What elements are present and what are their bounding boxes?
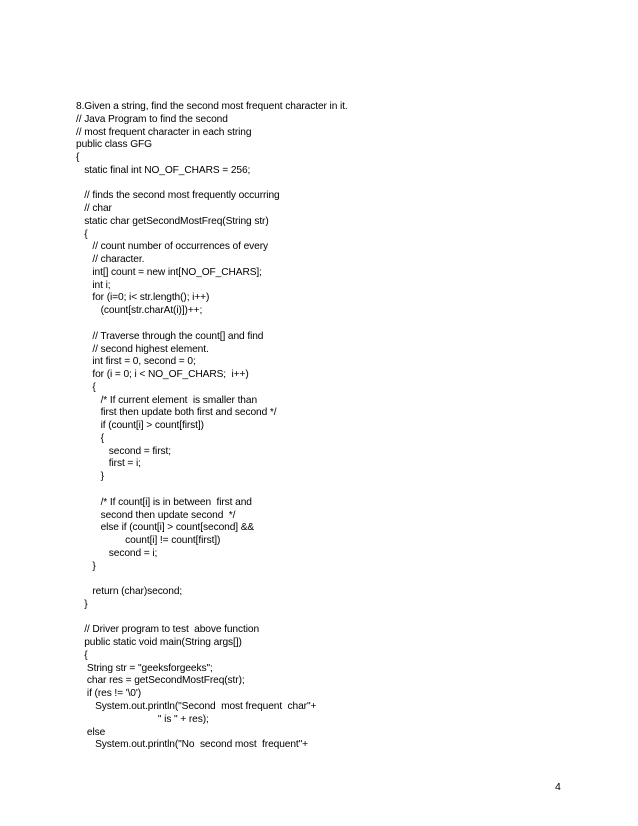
code-line: System.out.println("Second most frequent char"+ <box>76 700 317 712</box>
code-line: for (i=0; i< str.length(); i++) <box>76 292 210 304</box>
code-line: // count number of occurrences of every <box>76 241 268 253</box>
code-line: // most frequent character in each string <box>76 126 252 138</box>
code-line: { <box>76 432 104 444</box>
code-line: } <box>76 471 104 483</box>
code-line: System.out.println("No second most frequent"+ <box>76 739 309 751</box>
code-line <box>76 612 576 625</box>
code-line: public static void main(String args[]) <box>76 637 242 649</box>
code-line: first = i; <box>76 458 141 470</box>
question-heading: 8.Given a string, find the second most frequent character in it. <box>76 101 348 112</box>
code-line: else <box>76 726 106 738</box>
code-line: first then update both first and second */ <box>76 407 277 419</box>
code-line: /* If current element is smaller than <box>76 394 258 406</box>
code-line: return (char)second; <box>76 586 183 598</box>
code-line: // char <box>76 203 112 215</box>
code-line: } <box>76 598 88 610</box>
code-line: int[] count = new int[NO_OF_CHARS]; <box>76 266 262 278</box>
code-line: " is " + res); <box>76 713 209 725</box>
code-line <box>76 318 576 331</box>
code-line: { <box>76 152 80 164</box>
code-line: { <box>76 649 88 661</box>
code-line: // Driver program to test above function <box>76 624 260 636</box>
code-line: { <box>76 228 88 240</box>
code-line: // character. <box>76 254 145 266</box>
code-line: } <box>76 560 96 572</box>
code-line: /* If count[i] is in between first and <box>76 496 252 508</box>
code-line: char res = getSecondMostFreq(str); <box>76 675 245 687</box>
code-line <box>76 178 576 191</box>
code-line: static final int NO_OF_CHARS = 256; <box>76 164 251 176</box>
code-line: if (count[i] > count[first]) <box>76 420 204 432</box>
code-line: int i; <box>76 279 111 291</box>
code-line <box>76 573 576 586</box>
page-number: 4 <box>555 781 561 793</box>
code-line: for (i = 0; i < NO_OF_CHARS; i++) <box>76 369 249 381</box>
code-line: second then update second */ <box>76 509 236 521</box>
code-line: // second highest element. <box>76 343 209 355</box>
code-line: String str = "geeksforgeeks"; <box>76 662 213 674</box>
code-line: // Traverse through the count[] and find <box>76 330 264 342</box>
code-listing <box>76 101 576 752</box>
code-line: (count[str.charAt(i)])++; <box>76 305 203 317</box>
code-line: // finds the second most frequently occurring <box>76 190 280 202</box>
code-line: else if (count[i] > count[second] && <box>76 522 255 534</box>
code-line: int first = 0, second = 0; <box>76 356 196 368</box>
code-line: { <box>76 381 96 393</box>
code-line: // Java Program to find the second <box>76 113 228 125</box>
code-line: public class GFG <box>76 139 152 151</box>
code-line: if (res != '\0') <box>76 688 142 700</box>
code-line <box>76 484 576 497</box>
code-line: second = i; <box>76 547 158 559</box>
code-line: count[i] != count[first]) <box>76 535 221 547</box>
code-line: static char getSecondMostFreq(String str) <box>76 215 269 227</box>
code-line: second = first; <box>76 445 171 457</box>
